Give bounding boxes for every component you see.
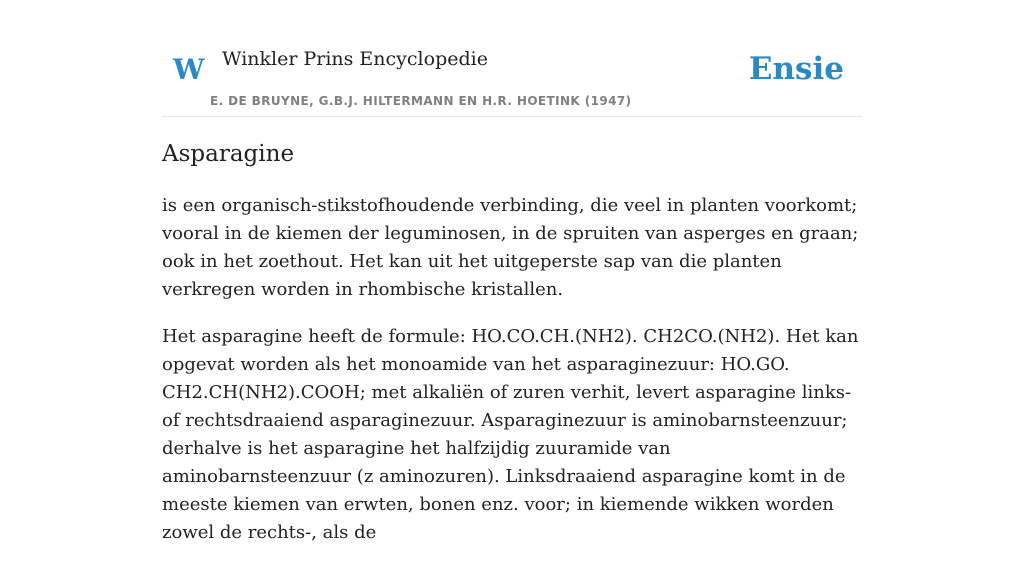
article-paragraph: is een organisch-stikstofhoudende verbinding, die veel in planten voorkomt; vooral in de kiemen der leguminosen, in de spruiten van asperges en graan; ook in het zoethout. Het kan uit het uitgeperste sap van die planten verkregen worden in rhombische kristallen.	[162, 195, 859, 300]
article-paragraph: Het asparagine heeft de formule: HO.CO.CH.(NH2). CH2CO.(NH2). Het kan opgevat worden als het monoamide van het asparaginezuur: HO.GO. CH2.CH(NH2).COOH; met alkaliën of zuren verhit, levert asparagine links- of rechtsdraaiend asparaginezuur. Asparaginezuur is aminobarnsteenzuur; derhalve is het asparagine het halfzijdig zuuramide van aminobarnsteenzuur (z aminozuren). Linksdraaiend asparagine komt in de meeste kiemen van erwten, bonen enz. voor; in kiemende wikken worden zowel de rechts-, als de	[162, 326, 859, 543]
article-title: Asparagine	[162, 141, 295, 167]
article-body	[162, 192, 862, 566]
ensie-logo[interactable]: Ensie	[748, 51, 844, 87]
winkler-prins-logo[interactable]: W	[173, 53, 205, 86]
site-header	[162, 0, 862, 117]
authors-line: E. DE BRUYNE, G.B.J. HILTERMANN EN H.R. HOETINK (1947)	[210, 94, 632, 108]
site-title[interactable]: Winkler Prins Encyclopedie	[222, 48, 488, 70]
